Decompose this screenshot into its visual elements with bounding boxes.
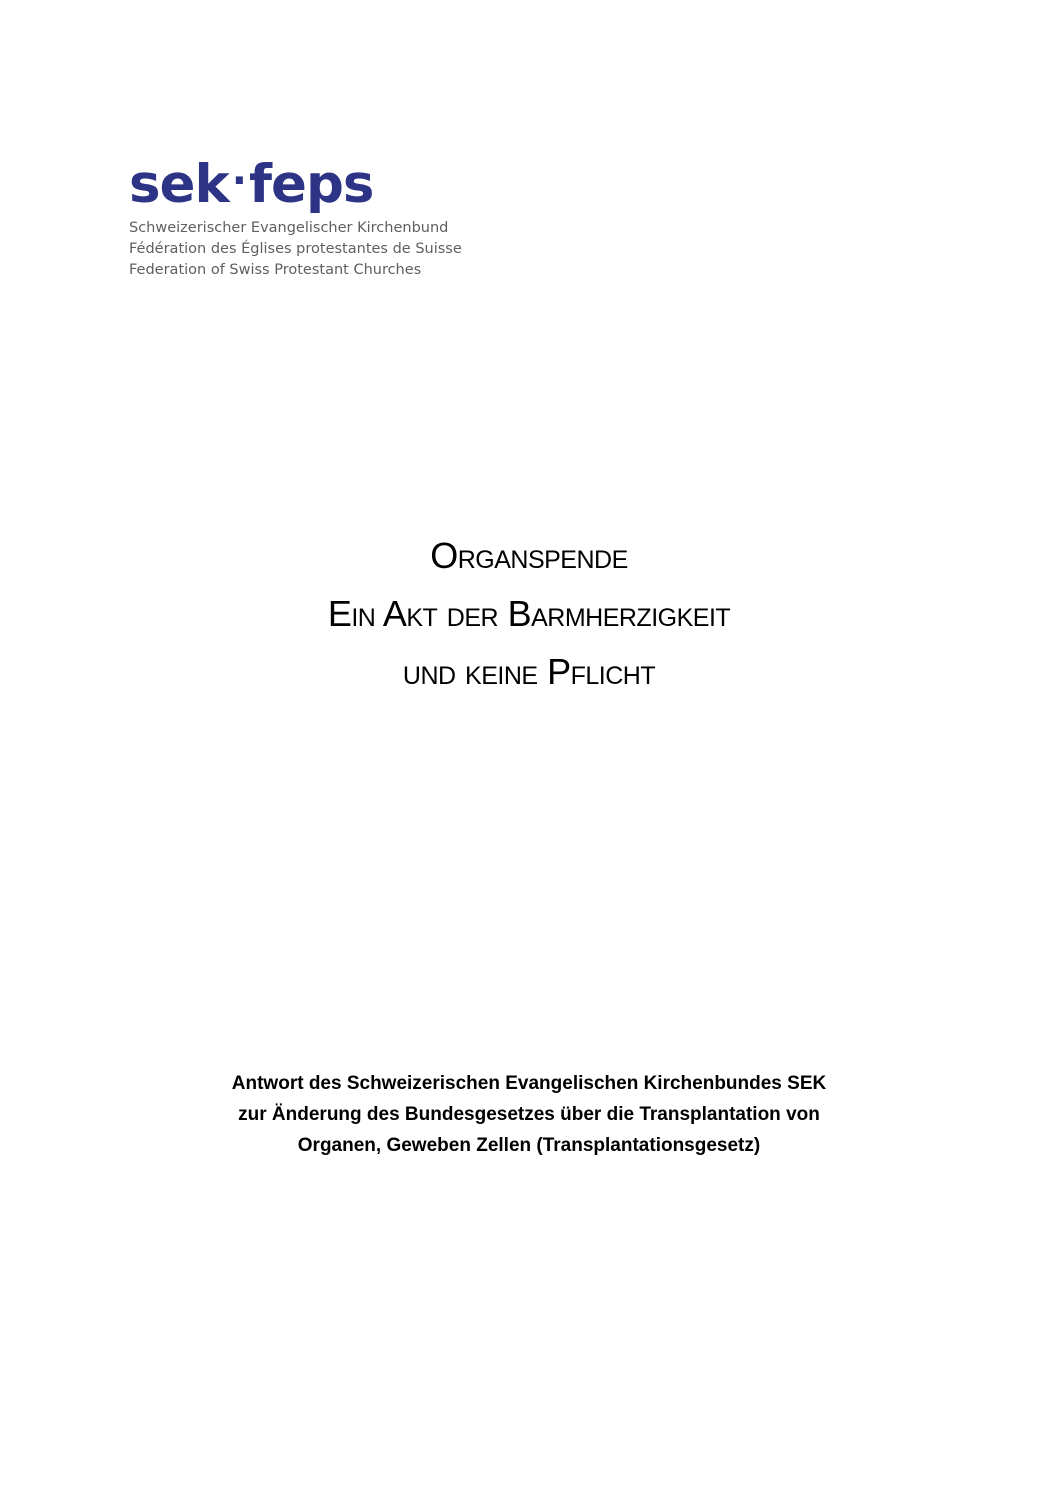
title-line: und keine Pflicht bbox=[402, 651, 656, 692]
logo-org-name-de: Schweizerischer Evangelischer Kirchenbund bbox=[129, 220, 449, 236]
subtitle-line: Organen, Geweben Zellen (Transplantationsgesetz) bbox=[297, 1135, 761, 1156]
logo-org-name-en: Federation of Swiss Protestant Churches bbox=[129, 262, 422, 278]
logo-wordmark bbox=[129, 150, 549, 216]
title-line: Organspende bbox=[430, 535, 628, 576]
logo-wordmark-feps: feps bbox=[248, 154, 374, 215]
logo bbox=[129, 150, 549, 281]
title-line: Ein Akt der Barmherzigkeit bbox=[327, 593, 731, 634]
document-title bbox=[0, 527, 1058, 701]
subtitle-line: zur Änderung des Bundesgesetzes über die Transplantation von bbox=[238, 1104, 820, 1125]
logo-separator-dot: · bbox=[231, 158, 246, 204]
logo-org-name-fr: Fédération des Églises protestantes de Suisse bbox=[129, 241, 462, 257]
logo-wordmark-sek: sek bbox=[129, 154, 229, 215]
document-subtitle bbox=[0, 1068, 1058, 1161]
subtitle-line: Antwort des Schweizerischen Evangelischen Kirchenbundes SEK bbox=[231, 1073, 827, 1094]
logo-org-names bbox=[129, 218, 549, 281]
